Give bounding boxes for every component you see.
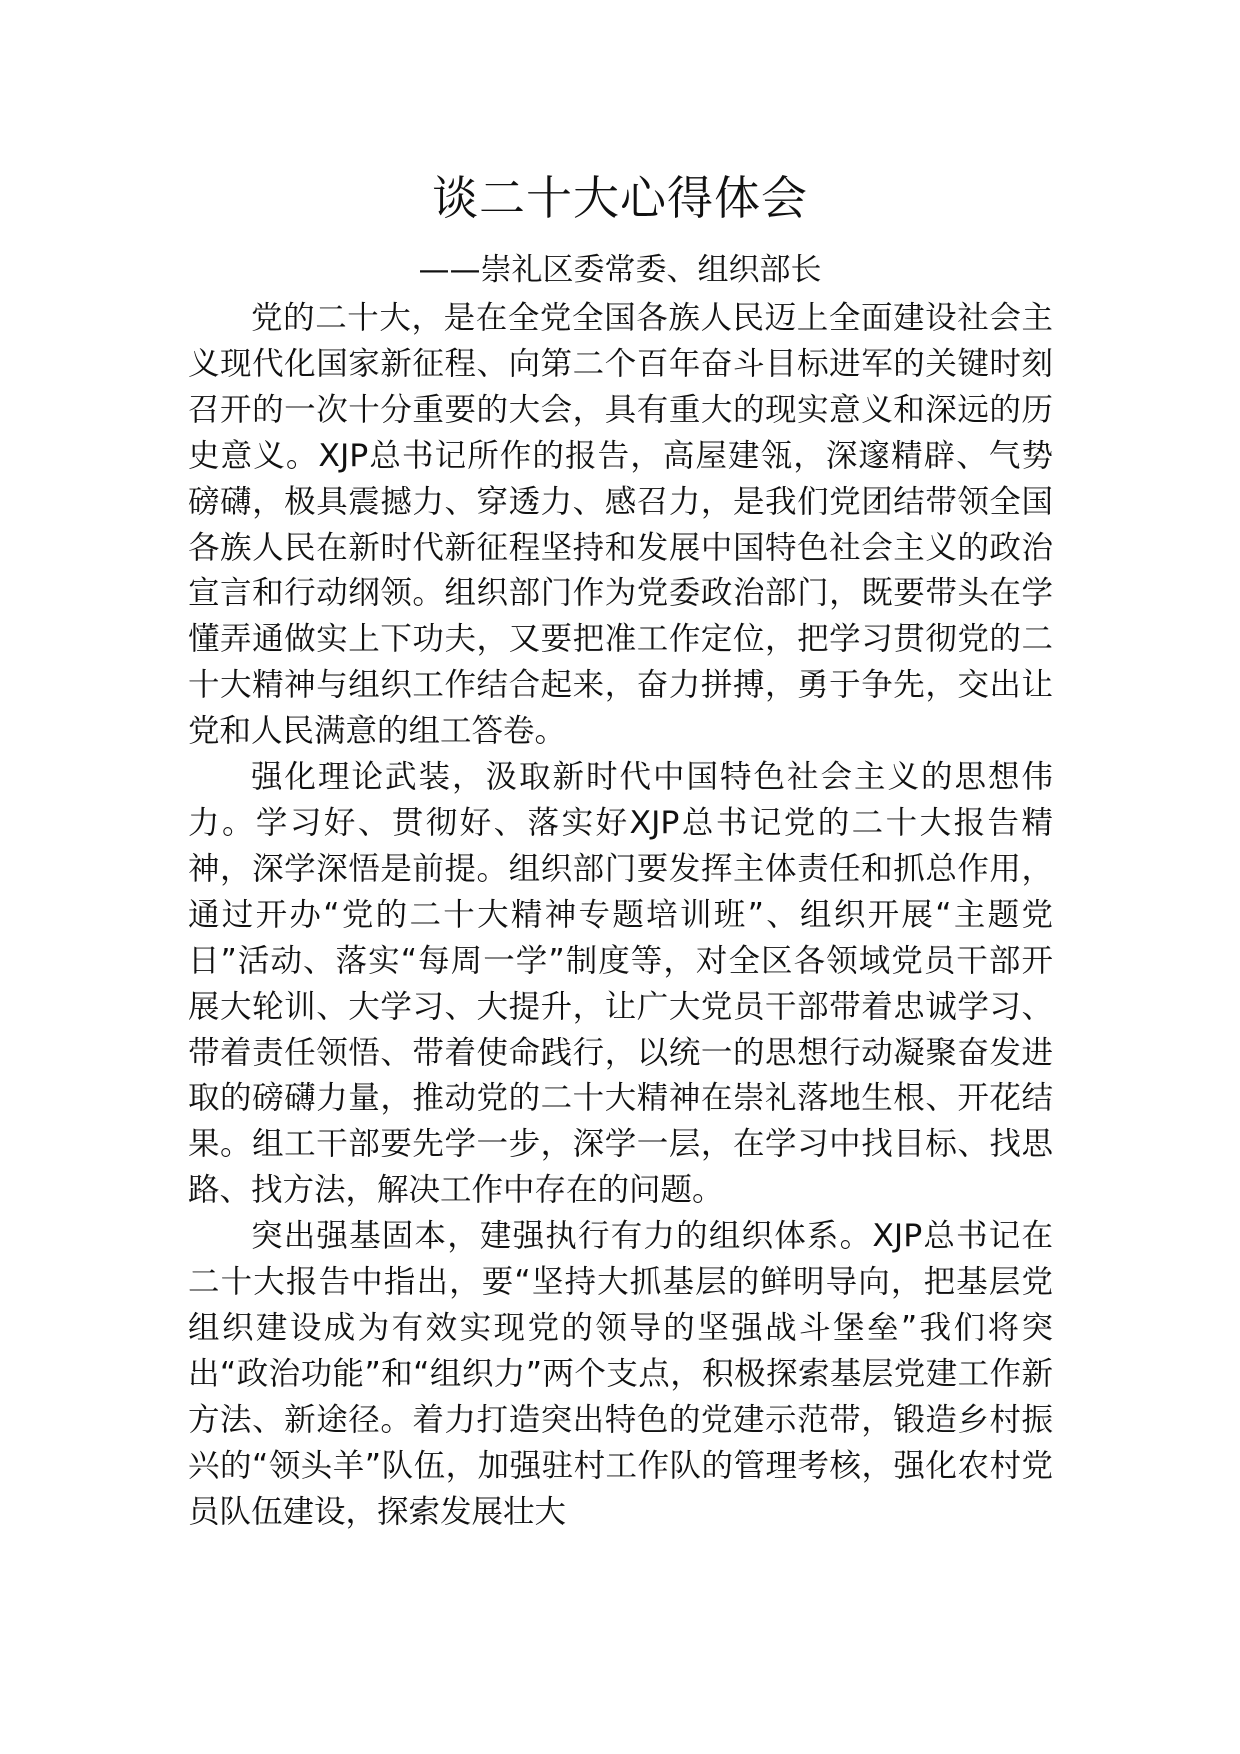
document-title: 谈二十大心得体会 [432,171,808,225]
body-paragraph: 党的二十大，是在全党全国各族人民迈上全面建设社会主义现代化国家新征程、向第二个百年奋斗目标进军的关键时刻召开的一次十分重要的大会，具有重大的现实意义和深远的历史意义。XJP总书记所作的报告，高屋建瓴，深邃精辟、气势磅礴，极具震撼力、穿透力、感召力，是我们党团结带领全国各族人民在新时代新征程坚持和发展中国特色社会主义的政治宣言和行动纲领。组织部门作为党委政治部门，既要带头在学懂弄通做实上下功夫，又要把准工作定位，把学习贯彻党的二十大精神与组织工作结合起来，奋力拼搏，勇于争先，交出让党和人民满意的组工答卷。 [188,300,1053,750]
document-body [188,296,1053,1535]
body-paragraph: 强化理论武装，汲取新时代中国特色社会主义的思想伟力。学习好、贯彻好、落实好XJP总书记党的二十大报告精神，深学深悟是前提。组织部门要发挥主体责任和抓总作用，通过开办“党的二十大精神专题培训班”、组织开展“主题党日”活动、落实“每周一学”制度等，对全区各领域党员干部开展大轮训、大学习、大提升，让广大党员干部带着忠诚学习、带着责任领悟、带着使命践行，以统一的思想行动凝聚奋发进取的磅礴力量，推动党的二十大精神在崇礼落地生根、开花结果。组工干部要先学一步，深学一层，在学习中找目标、找思路、找方法，解决工作中存在的问题。 [188,759,1053,1209]
document-subtitle: ——崇礼区委常委、组织部长 [418,252,822,288]
body-paragraph: 突出强基固本，建强执行有力的组织体系。XJP总书记在二十大报告中指出，要“坚持大抓基层的鲜明导向，把基层党组织建设成为有效实现党的领导的坚强战斗堡垒”我们将突出“政治功能”和“组织力”两个支点，积极探索基层党建工作新方法、新途径。着力打造突出特色的党建示范带，锻造乡村振兴的“领头羊”队伍，加强驻村工作队的管理考核，强化农村党员队伍建设，探索发展壮大 [188,1218,1053,1530]
